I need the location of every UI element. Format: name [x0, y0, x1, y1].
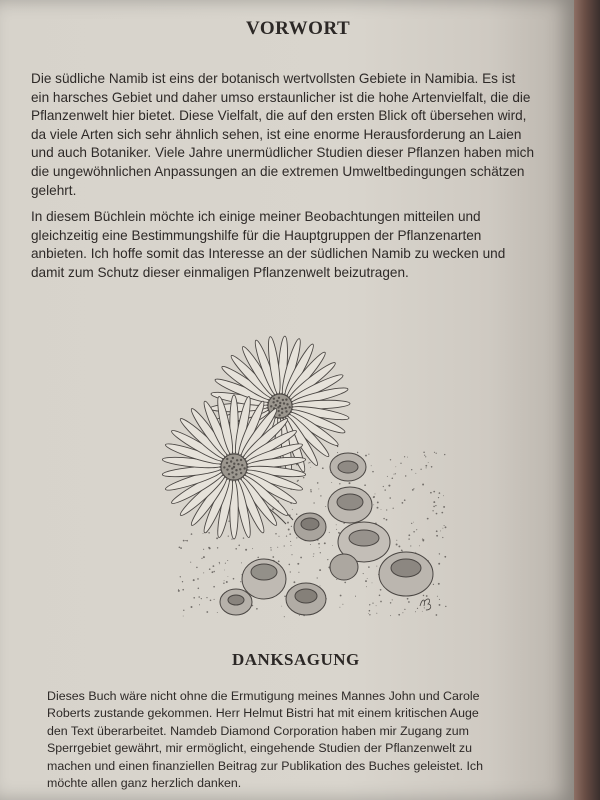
artist-signature [420, 599, 431, 610]
text-line: Die südliche Namib ist eins der botanisch wertvollsten Gebiete in Namibia. Es ist [31, 71, 516, 86]
text-line: gelehrt. [31, 182, 77, 198]
text-line: Sperrgebiet gewährt, mir ermöglicht, eingehende Studien der Pflanzenwelt zu [47, 741, 472, 756]
text-line: die ungewöhnlichen Anpassungen an die extremen Umweltbedingungen schätzen [31, 163, 525, 179]
text-line: möchte allen ganz herzlich danken. [47, 776, 242, 791]
vorwort-heading: VORWORT [246, 18, 351, 39]
danksagung-paragraph [47, 688, 483, 792]
text-line: anbieten. Ich hoffe somit das Interesse an der südlichen Namib zu wecken und [31, 246, 506, 262]
buechlein-paragraph [31, 208, 505, 282]
text-line: Roberts zustande gekommen. Herr Helmut Bistri hat mit einem kritischen Auge [47, 706, 479, 721]
text-line: Pflanzenwelt hier bietet. Diese Vielfalt, die auf den ersten Blick oft übersehen wird, [31, 108, 527, 124]
text-line: Dieses Buch wäre nicht ohne die Ermutigung meines Mannes John und Carole [47, 689, 480, 703]
book-page-edge [574, 0, 600, 800]
text-line: da viele Arten sich sehr ähnlich sehen, ist eine enorme Herausforderung an Laien [31, 126, 522, 142]
flower-illustration [138, 302, 458, 622]
text-line: den Text überarbeitet. Namdeb Diamond Corporation haben mir Zugang zum [47, 723, 469, 738]
text-line: gleichzeitig eine Bestimmungshilfe für die Hauptgruppen der Pflanzenarten [31, 227, 482, 243]
text-line: damit zum Schutz dieser einmaligen Pflanzenwelt beizutragen. [31, 264, 409, 280]
text-line: ein harsches Gebiet und daher umso erstaunlicher ist die hohe Artenvielfalt, die die [31, 89, 531, 105]
text-line: und auch Botaniker. Viele Jahre unermüdlicher Studien dieser Pflanzen haben mich [31, 145, 535, 161]
vorwort-paragraph [31, 70, 534, 200]
danksagung-heading: DANKSAGUNG [232, 650, 360, 669]
text-line: machen und einen finanziellen Beitrag zur Publikation des Buches geleistet. Ich [47, 758, 484, 773]
text-line: In diesem Büchlein möchte ich einige meiner Beobachtungen mitteilen und [31, 209, 481, 224]
